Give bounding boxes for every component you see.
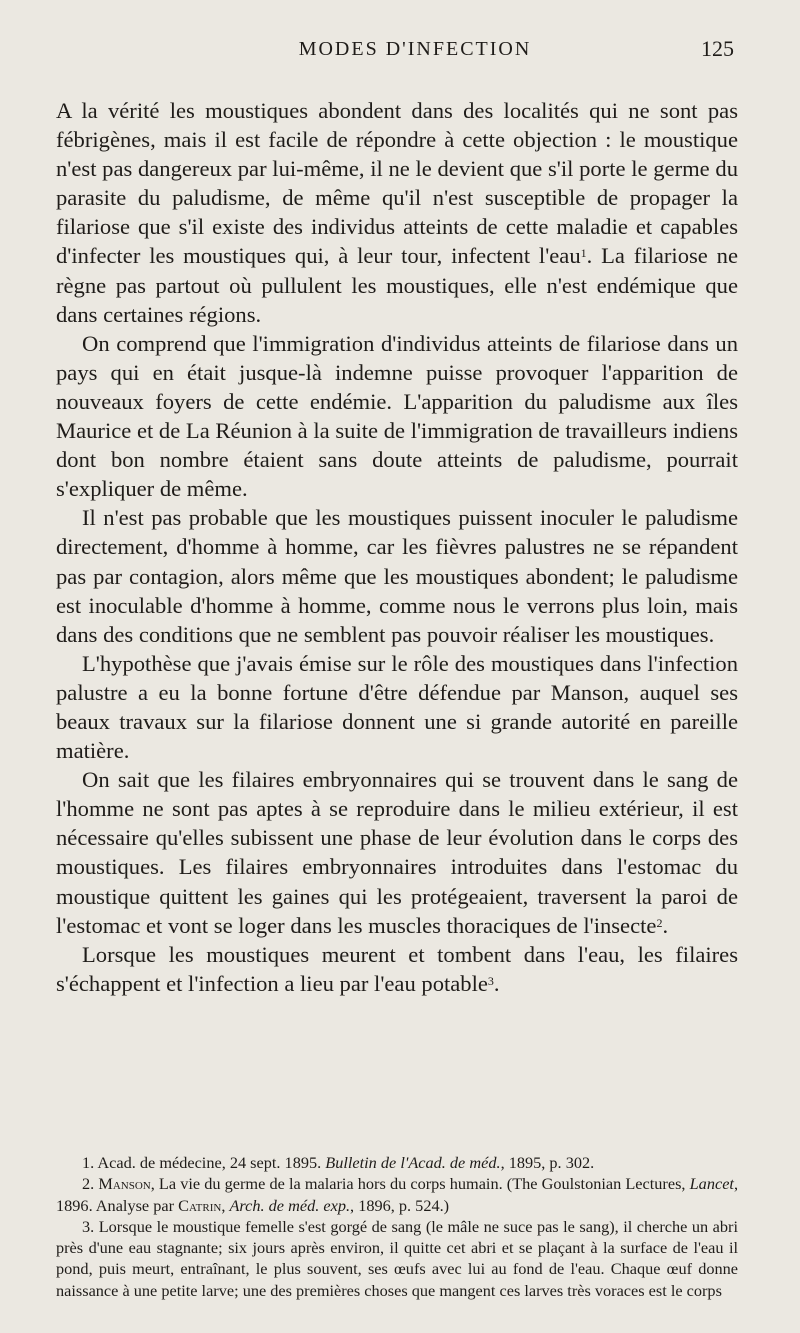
body-text <box>56 96 738 998</box>
footnote-ref: 3 <box>487 973 494 988</box>
footnote-text: , La vie du germe de la malaria hors du corps humain. (The Goulstonian Lectures, <box>150 1174 690 1194</box>
footnote-number: 2. <box>82 1174 99 1194</box>
running-title: MODES D'INFECTION <box>298 38 532 60</box>
paragraph <box>56 649 738 765</box>
paragraph-text: . La filariose ne règne pas partout où pullulent les moustiques, elle n'est endémique que dans certaines régions. <box>56 243 738 327</box>
paragraph <box>56 940 738 998</box>
journal-title: Bulletin de l'Acad. de méd. <box>325 1153 501 1172</box>
page-header <box>96 38 734 68</box>
footnote-text: , 1896, p. 524.) <box>350 1195 450 1215</box>
footnote-text: , <box>221 1195 230 1215</box>
paragraph-text: On sait que les filaires embryonnaires qui se trouvent dans le sang de l'homme ne sont pas aptes à se reproduire dans le milieu extérieur, il est nécessaire qu'elles subissent une phase de leur évolution dans le corps des moustiques. Les filaires embryonnaires introduites dans l'estomac du moustique quittent les gaines qui les protégeaient, traversent la paroi de l'estomac et vont se loger dans les muscles thoraciques de l'insecte <box>56 767 738 938</box>
paragraph <box>56 765 738 940</box>
footnote-text: Acad. de médecine, 24 sept. 1895. <box>97 1153 326 1172</box>
paragraph-text: On comprend que l'immigration d'individus atteints de filariose dans un pays qui en était jusque-là indemne puisse provoquer l'apparition de nouveaux foyers de cette endémie. L'apparition du paludisme aux îles Maurice et de La Réunion à la suite de l'immigration de travailleurs indiens dont bon nombre étaient sans doute atteints de paludisme, pourrait s'expliquer de même. <box>56 330 738 502</box>
footnote-text: Lorsque le moustique femelle s'est gorgé de sang (le mâle ne suce pas le sang), il cherche un abri près d'une eau stagnante; six jours après environ, il quitte cet abri et se plaçant à la surface de l'eau il pond, puis meurt, entraînant, le plus souvent, ses œufs avec lui au fond de l'eau. Chaque œuf donne naissance à une petite larve; une des premières choses que mangent ces larves très voraces est le corps <box>56 1216 738 1300</box>
paragraph-text: . <box>662 912 669 938</box>
footnote-ref: 2 <box>656 915 663 930</box>
author-name: Catrin <box>178 1195 222 1215</box>
page-number: 125 <box>701 36 734 61</box>
footnote-3 <box>56 1216 738 1301</box>
journal-title: Arch. de méd. exp. <box>229 1195 351 1215</box>
footnote-text: , 1896. Analyse par <box>56 1174 739 1215</box>
paragraph-text: . <box>493 970 500 996</box>
footnote-ref: 1 <box>580 246 587 261</box>
paragraph-text: L'hypothèse que j'avais émise sur le rôle des moustiques dans l'infection palustre a eu la bonne fortune d'être défendue par Manson, auquel ses beaux travaux sur la filariose donnent une si grande autorité en pareille matière. <box>56 650 738 764</box>
paragraph <box>56 503 738 648</box>
journal-title: Lancet <box>689 1174 734 1194</box>
paragraph-text: Il n'est pas probable que les moustiques puissent inoculer le paludisme directement, d'homme à homme, car les fièvres palustres ne se répandent pas par contagion, alors même que les moustiques abondent; le paludisme est inoculable d'homme à homme, comme nous le verrons plus loin, mais dans des conditions que ne semblent pas pouvoir réaliser les moustiques. <box>56 505 738 647</box>
paragraph-text: Lorsque les moustiques meurent et tombent dans l'eau, les filaires s'échappent et l'infection a lieu par l'eau potable <box>56 941 738 996</box>
footnote-2 <box>56 1173 738 1216</box>
footnotes <box>56 1152 738 1301</box>
footnote-number: 3. <box>82 1216 99 1236</box>
footnote-1 <box>56 1152 738 1173</box>
author-name: Manson <box>98 1174 151 1194</box>
footnote-number: 1. <box>82 1153 98 1172</box>
footnote-text: , 1895, p. 302. <box>500 1153 595 1172</box>
paragraph <box>56 96 738 329</box>
paragraph-text: A la vérité les moustiques abondent dans des localités qui ne sont pas fébrigènes, mais il est facile de répondre à cette objection : le moustique n'est pas dangereux par lui-même, il ne le devient que s'il porte le germe du parasite du paludisme, de même qu'il n'est susceptible de propager la filariose que s'il existe des individus atteints de cette maladie et capables d'infecter les moustiques qui, à leur tour, infectent l'eau <box>56 98 738 269</box>
paragraph <box>56 329 738 504</box>
